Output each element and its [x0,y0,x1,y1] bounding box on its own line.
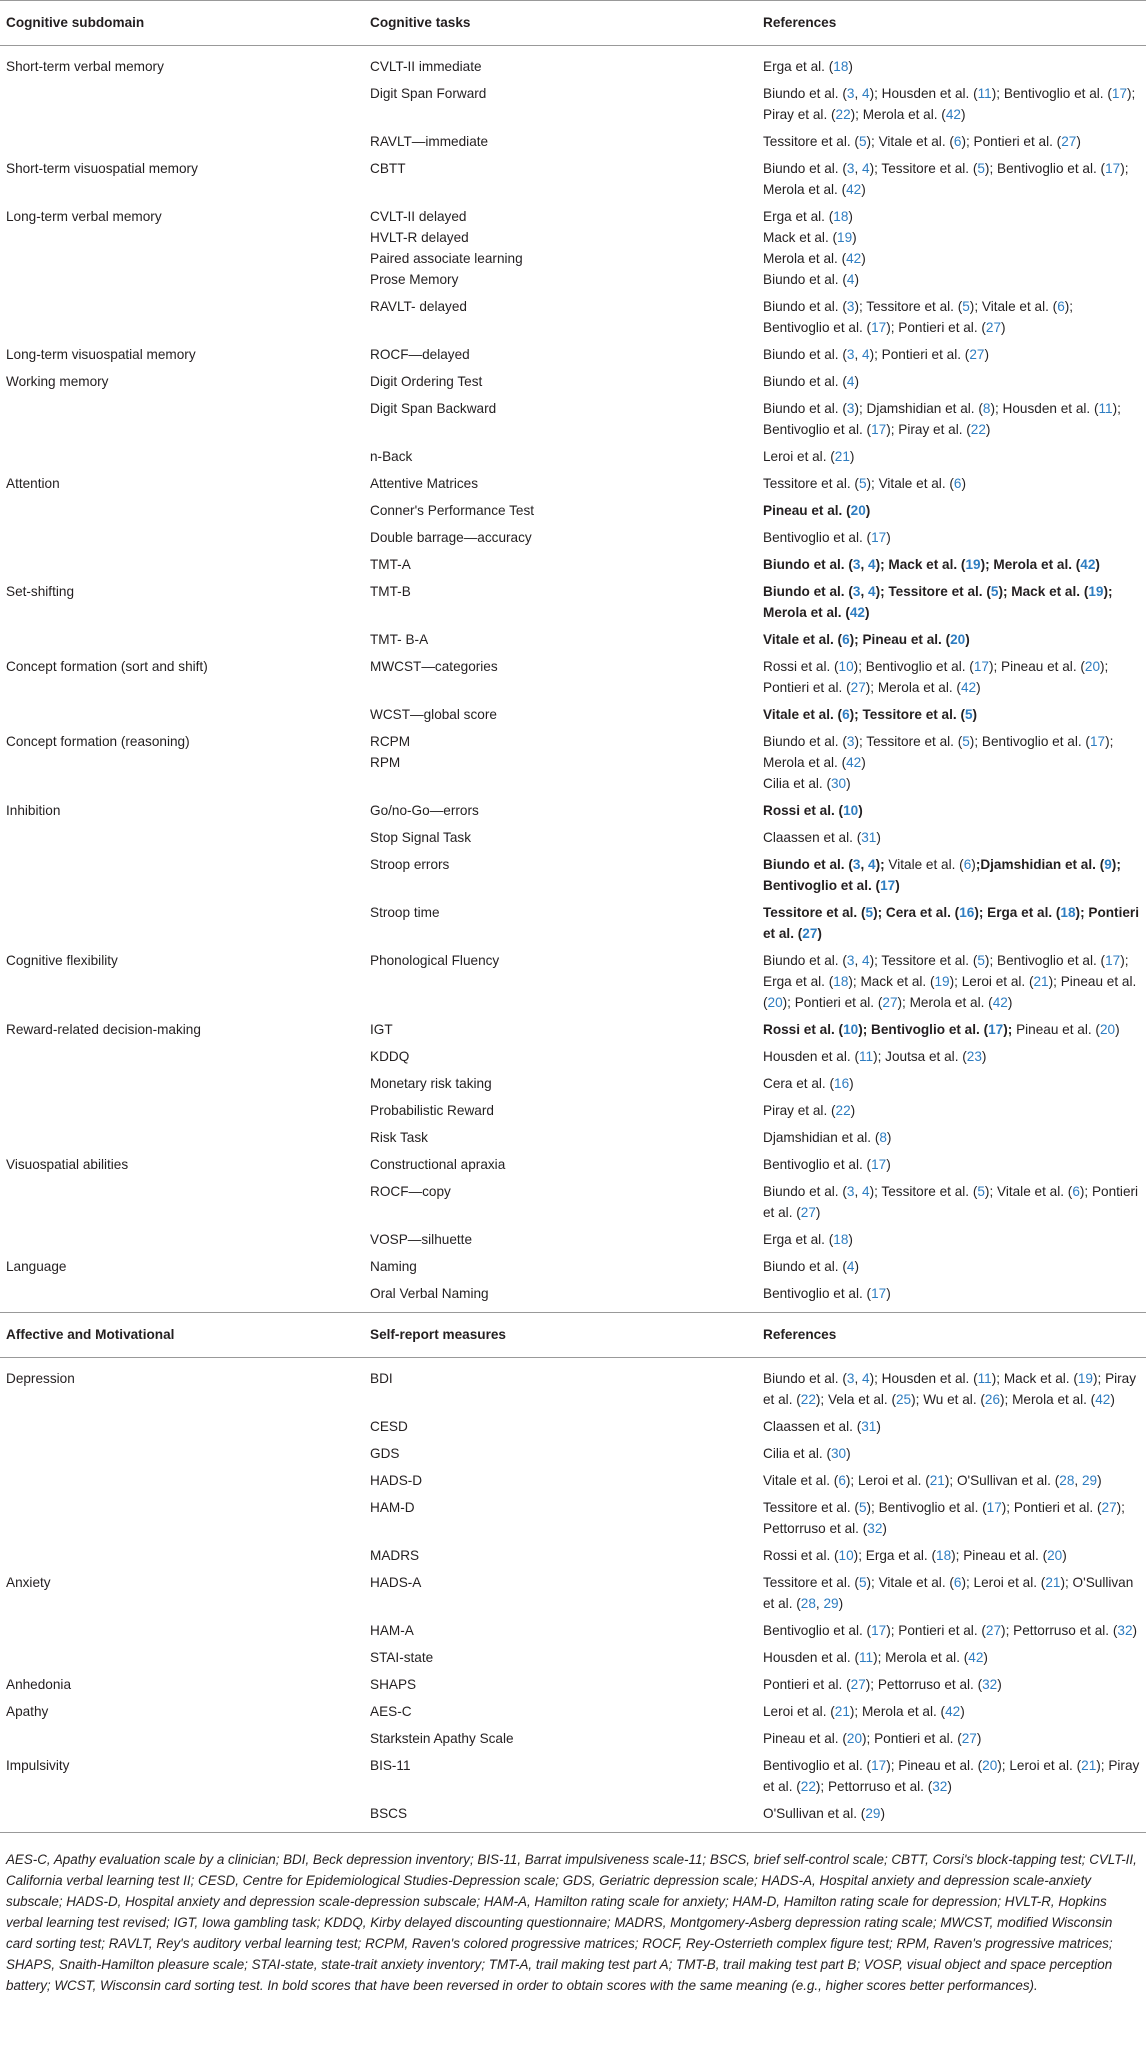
subdomain-cell: Anxiety [6,1575,51,1590]
table-row [0,578,1146,626]
task-name: SHAPS [370,1677,417,1692]
references-cell: Rossi et al. (10) [763,803,863,818]
subdomain-cell: Long-term visuospatial memory [6,347,196,362]
task-name: Stop Signal Task [370,830,472,845]
task-name: HAM-A [370,1623,414,1638]
task-cell [364,203,757,293]
task-name: Digit Span Forward [370,86,487,101]
references-cell: Vitale et al. (6); Tessitore et al. (5) [763,707,978,722]
task-name: CVLT-II delayed [370,209,467,224]
task-cell [364,1097,757,1124]
task-cell [364,1440,757,1467]
header-references: References [757,1,1146,46]
references-cell: Biundo et al. (3, 4); Housden et al. (11); Bentivoglio et al. (17); Piray et al. (22); Merola et al. (42) [763,86,1136,122]
table-row [0,1542,1146,1569]
task-name: Paired associate learning [370,251,523,266]
table-row [0,524,1146,551]
task-name: RPM [370,755,401,770]
task-cell [364,1070,757,1097]
task-name: ROCF—delayed [370,347,470,362]
subdomain-cell [0,1467,364,1494]
task-cell [364,443,757,470]
references-cell: Bentivoglio et al. (17); Pineau et al. (20); Leroi et al. (21); Piray et al. (22); Pettorruso et al. (32) [763,1758,1140,1794]
task-name: Oral Verbal Naming [370,1286,489,1301]
subdomain-cell [0,899,364,947]
task-name: GDS [370,1446,400,1461]
task-name: Naming [370,1259,417,1274]
references-cell: Pineau et al. (20) [763,503,871,518]
task-cell [364,341,757,368]
header-cognitive-tasks: Cognitive tasks [364,1,757,46]
task-name: Stroop time [370,905,440,920]
task-name: HVLT-R delayed [370,230,469,245]
references-cell: Pontieri et al. (27); Pettorruso et al. (32) [763,1677,1002,1692]
subdomain-cell [0,1043,364,1070]
table-row [0,1671,1146,1698]
task-name: HAM-D [370,1500,415,1515]
subdomain-cell [0,1178,364,1226]
references-cell: Biundo et al. (3, 4); Tessitore et al. (5); Vitale et al. (6); Pontieri et al. (27) [763,1184,1139,1220]
table-row [0,155,1146,203]
subdomain-cell: Apathy [6,1704,49,1719]
task-name: CESD [370,1419,408,1434]
task-name: STAI-state [370,1650,434,1665]
table-row [0,443,1146,470]
table-footnote: AES-C, Apathy evaluation scale by a clinician; BDI, Beck depression inventory; BIS-11, Barrat impulsiveness scale-11; BSCS, brief self-control scale; CBTT, Corsi's block-tapping test; CVLT-II, California verbal learning test II; CESD, Centre for Epidemiological Studies-Depression scale; GDS, Geriatric depression scale; HADS-A, Hospital anxiety and depression scale-anxiety subscale; HADS-D, Hospital anxiety and depression scale-depression subscale; HAM-A, Hamilton rating scale for anxiety; HAM-D, Hamilton rating scale for depression; HVLT-R, Hopkins verbal learning test revised; IGT, Iowa gambling task; KDDQ, Kirby delayed discounting questionnaire; MADRS, Montgomery-Asberg depression rating scale; MWCST, modified Wisconsin card sorting test; RAVLT, Rey's auditory verbal learning test; RCPM, Raven's colored progressive matrices; ROCF, Rey-Osterrieth complex figure test; RPM, Raven's progressive matrices; SHAPS, Snaith-Hamilton pleasure scale; STAI-state, state-trait anxiety inventory; TMT-A, trail making test part A; TMT-B, trail making test part B; VOSP, visual object and space perception battery; WCST, Wisconsin card sorting test. In bold scores that have been reversed in order to obtain scores with the same meaning (e.g., higher scores better performances). [6,1852,1137,1993]
task-name: Digit Span Backward [370,401,497,416]
task-name: ROCF—copy [370,1184,451,1199]
references-cell: Erga et al. (18) [763,1232,853,1247]
task-cell [364,1226,757,1253]
task-name: Starkstein Apathy Scale [370,1731,514,1746]
task-cell [364,1698,757,1725]
table-row [0,1413,1146,1440]
references-cell: Biundo et al. (4) [763,1259,859,1274]
affective-section [0,1358,1146,1833]
table-row [0,46,1146,81]
references-cell: Bentivoglio et al. (17); Pontieri et al. (27); Pettorruso et al. (32) [763,1623,1138,1638]
references-cell: Biundo et al. (3, 4); Pontieri et al. (27) [763,347,989,362]
task-name: AES-C [370,1704,412,1719]
subdomain-cell: Concept formation (reasoning) [6,734,190,749]
task-cell [364,728,757,797]
subdomain-cell: Set-shifting [6,584,75,599]
task-name: IGT [370,1022,393,1037]
subdomain-cell: Language [6,1259,67,1274]
task-name: Phonological Fluency [370,953,500,968]
table-row [0,701,1146,728]
task-name: Double barrage—accuracy [370,530,532,545]
table-row [0,1752,1146,1800]
references-cell: Housden et al. (11); Merola et al. (42) [763,1650,988,1665]
header-cognitive-subdomain: Cognitive subdomain [0,1,364,46]
references-cell: Rossi et al. (10); Bentivoglio et al. (17); Pineau et al. (20); Pontieri et al. (27); Merola et al. (42) [763,659,1109,695]
references-cell: Tessitore et al. (5); Cera et al. (16); Erga et al. (18); Pontieri et al. (27) [763,905,1139,941]
subdomain-cell: Long-term verbal memory [6,209,162,224]
references-cell: Biundo et al. (3, 4); Tessitore et al. (5); Bentivoglio et al. (17); Erga et al. (18); Mack et al. (19); Leroi et al. (21); Pineau et al. (20); Pontieri et al. (27); Merola et al. (42) [763,953,1137,1010]
references-cell: Tessitore et al. (5); Vitale et al. (6); Leroi et al. (21); O'Sullivan et al. (28, 29) [763,1575,1134,1611]
references-cell: Pineau et al. (20); Pontieri et al. (27) [763,1731,982,1746]
table-row [0,1358,1146,1414]
task-cell [364,1725,757,1752]
table-row [0,1800,1146,1833]
task-cell [364,578,757,626]
task-cell [364,653,757,701]
table-row [0,368,1146,395]
table-row [0,551,1146,578]
references-cell: Leroi et al. (21); Merola et al. (42) [763,1704,965,1719]
subdomain-cell [0,1413,364,1440]
task-cell [364,1569,757,1617]
table-row [0,128,1146,155]
task-name: HADS-D [370,1473,423,1488]
references-cell: Rossi et al. (10); Bentivoglio et al. (17); Pineau et al. (20) [763,1022,1120,1037]
affective-header-section [0,1313,1146,1358]
references-cell: Bentivoglio et al. (17) [763,1157,891,1172]
subdomain-cell [0,824,364,851]
references-cell: Vitale et al. (6); Leroi et al. (21); O'Sullivan et al. (28, 29) [763,1473,1102,1488]
table-row [0,1280,1146,1313]
task-cell [364,1280,757,1313]
table-row [0,1644,1146,1671]
subdomain-cell: Short-term visuospatial memory [6,161,198,176]
task-name: Risk Task [370,1130,428,1145]
subdomain-cell [0,497,364,524]
subdomain-cell [0,1725,364,1752]
task-cell [364,824,757,851]
header-affective-motivational: Affective and Motivational [0,1313,364,1358]
subdomain-cell [0,80,364,128]
references-cell: Rossi et al. (10); Erga et al. (18); Pineau et al. (20) [763,1548,1067,1563]
table-row [0,1016,1146,1043]
subdomain-cell [0,1280,364,1313]
task-name: Constructional apraxia [370,1157,506,1172]
task-name: WCST—global score [370,707,497,722]
table-row [0,1467,1146,1494]
task-cell [364,155,757,203]
references-cell: Tessitore et al. (5); Vitale et al. (6) [763,476,966,491]
task-cell [364,80,757,128]
task-name: Prose Memory [370,272,459,287]
header-row-cognitive [0,1,1146,46]
task-name: TMT- B-A [370,632,429,647]
table-row [0,395,1146,443]
task-cell [364,1043,757,1070]
references-cell: Biundo et al. (3); Djamshidian et al. (8); Housden et al. (11); Bentivoglio et al. (17); Piray et al. (22) [763,401,1121,437]
task-name: HADS-A [370,1575,422,1590]
task-name: RAVLT—immediate [370,134,489,149]
references-cell: Bentivoglio et al. (17) [757,1280,1146,1313]
task-cell [364,1178,757,1226]
table-row [0,1698,1146,1725]
references-cell: Biundo et al. (3); Tessitore et al. (5); Vitale et al. (6); Bentivoglio et al. (17); Pontieri et al. (27) [763,299,1074,335]
subdomain-cell [0,443,364,470]
task-name: Stroop errors [370,857,450,872]
task-cell [364,1151,757,1178]
subdomain-cell [0,1097,364,1124]
task-name: MWCST—categories [370,659,498,674]
references-cell: Cilia et al. (30) [763,1446,851,1461]
task-cell [364,1016,757,1043]
subdomain-cell [0,1440,364,1467]
task-cell [364,1542,757,1569]
subdomain-cell: Anhedonia [6,1677,72,1692]
task-cell [364,470,757,497]
references-cell: Tessitore et al. (5); Bentivoglio et al. (17); Pontieri et al. (27); Pettorruso et al. (32) [763,1500,1125,1536]
table-row [0,797,1146,824]
header-references: References [757,1313,1146,1358]
subdomain-cell: Attention [6,476,60,491]
references-cell: Biundo et al. (4) [763,374,859,389]
table-row [0,1124,1146,1151]
task-cell [364,899,757,947]
table-row [0,203,1146,293]
subdomain-cell [0,128,364,155]
task-cell [364,1124,757,1151]
table-row [0,1569,1146,1617]
task-cell [364,1358,757,1414]
references-cell: Tessitore et al. (5); Vitale et al. (6); Pontieri et al. (27) [763,134,1081,149]
table-row [0,1097,1146,1124]
task-name: CBTT [370,161,406,176]
references-cell: Claassen et al. (31) [763,1419,881,1434]
subdomain-cell [0,701,364,728]
references-cell: Biundo et al. (3, 4); Vitale et al. (6);Djamshidian et al. (9); Bentivoglio et al. (17) [763,857,1121,893]
cognitive-section [0,46,1146,1313]
header-self-report-measures: Self-report measures [364,1313,757,1358]
references-cell: Leroi et al. (21) [763,449,855,464]
references-cell: Biundo et al. (3, 4); Mack et al. (19); Merola et al. (42) [763,557,1100,572]
table-row [0,470,1146,497]
task-cell [364,797,757,824]
task-cell [364,46,757,81]
task-cell [364,947,757,1016]
task-name: Digit Ordering Test [370,374,483,389]
task-cell [364,851,757,899]
task-name: RAVLT- delayed [370,299,467,314]
table-row [0,899,1146,947]
subdomain-cell [0,524,364,551]
task-name: n-Back [370,449,413,464]
task-cell [364,626,757,653]
task-cell [364,1467,757,1494]
references-cell: Biundo et al. (3, 4); Housden et al. (11); Mack et al. (19); Piray et al. (22); Vela et al. (25); Wu et al. (26); Merola et al. (42) [763,1371,1137,1407]
subdomain-cell [0,551,364,578]
references-cell: Cera et al. (16) [763,1076,854,1091]
table-row [0,1226,1146,1253]
task-name: CVLT-II immediate [370,59,482,74]
task-name: TMT-A [370,557,411,572]
task-name: Attentive Matrices [370,476,479,491]
task-cell [364,1494,757,1542]
task-cell [364,701,757,728]
task-cell [364,1253,757,1280]
subdomain-cell [0,1494,364,1542]
task-cell [364,395,757,443]
table-row [0,1178,1146,1226]
table-row [0,1617,1146,1644]
subdomain-cell: Cognitive flexibility [6,953,118,968]
references-cell: O'Sullivan et al. (29) [757,1800,1146,1833]
task-cell [364,368,757,395]
references-cell: Bentivoglio et al. (17) [763,530,891,545]
task-cell [364,524,757,551]
references-cell: Biundo et al. (3, 4); Tessitore et al. (5); Bentivoglio et al. (17); Merola et al. (42) [763,161,1129,197]
table-row [0,1070,1146,1097]
table-row [0,824,1146,851]
task-name: BSCS [370,1806,408,1821]
task-name: Probabilistic Reward [370,1103,494,1118]
task-cell [364,1800,757,1833]
table-row [0,341,1146,368]
subdomain-cell: Reward-related decision-making [6,1022,201,1037]
task-name: TMT-B [370,584,411,599]
task-cell [364,1752,757,1800]
references-cell: Biundo et al. (3); Tessitore et al. (5); Bentivoglio et al. (17); Merola et al. (42) Cilia et al. (30) [763,734,1114,791]
table-row [0,851,1146,899]
task-cell [364,128,757,155]
task-name: BIS-11 [370,1758,411,1773]
table-row [0,1725,1146,1752]
references-cell: Djamshidian et al. (8) [763,1130,892,1145]
table-row [0,497,1146,524]
subdomain-cell: Working memory [6,374,109,389]
references-cell: Claassen et al. (31) [763,830,881,845]
table-row [0,728,1146,797]
subdomain-cell [0,1800,364,1833]
table-row [0,1440,1146,1467]
task-name: VOSP—silhuette [370,1232,472,1247]
task-name: Conner's Performance Test [370,503,535,518]
subdomain-cell [0,1644,364,1671]
task-name: Monetary risk taking [370,1076,492,1091]
references-cell: Biundo et al. (3, 4); Tessitore et al. (5); Mack et al. (19); Merola et al. (42) [763,584,1113,620]
subdomain-cell [0,1124,364,1151]
subdomain-cell: Depression [6,1371,75,1386]
subdomain-cell: Short-term verbal memory [6,59,164,74]
task-name: MADRS [370,1548,420,1563]
task-cell [364,551,757,578]
task-name: BDI [370,1371,393,1386]
references-cell: Erga et al. (18) [763,59,853,74]
task-name: RCPM [370,734,411,749]
subdomain-cell [0,293,364,341]
task-name: Go/no-Go—errors [370,803,479,818]
table-row [0,1043,1146,1070]
subdomain-cell: Concept formation (sort and shift) [6,659,208,674]
table-row [0,1494,1146,1542]
task-cell [364,1644,757,1671]
task-cell [364,497,757,524]
subdomain-cell [0,395,364,443]
subdomain-cell [0,626,364,653]
subdomain-cell [0,1226,364,1253]
header-row-affective [0,1313,1146,1358]
table-row [0,1253,1146,1280]
table-row [0,653,1146,701]
subdomain-cell [0,851,364,899]
subdomain-cell: Visuospatial abilities [6,1157,129,1172]
subdomain-cell [0,1617,364,1644]
task-name: KDDQ [370,1049,410,1064]
task-cell [364,1617,757,1644]
references-cell: Piray et al. (22) [763,1103,856,1118]
subdomain-cell: Impulsivity [6,1758,70,1773]
task-cell [364,293,757,341]
subdomain-cell [0,1070,364,1097]
references-cell: Vitale et al. (6); Pineau et al. (20) [763,632,970,647]
table-row [0,626,1146,653]
subdomain-cell [0,1542,364,1569]
references-cell: Erga et al. (18) Mack et al. (19) Merola et al. (42) Biundo et al. (4) [763,209,866,287]
table-row [0,947,1146,1016]
subdomain-cell: Inhibition [6,803,61,818]
references-cell: Housden et al. (11); Joutsa et al. (23) [763,1049,987,1064]
task-cell [364,1413,757,1440]
task-cell [364,1671,757,1698]
table-row [0,80,1146,128]
table-row [0,293,1146,341]
table-row [0,1151,1146,1178]
